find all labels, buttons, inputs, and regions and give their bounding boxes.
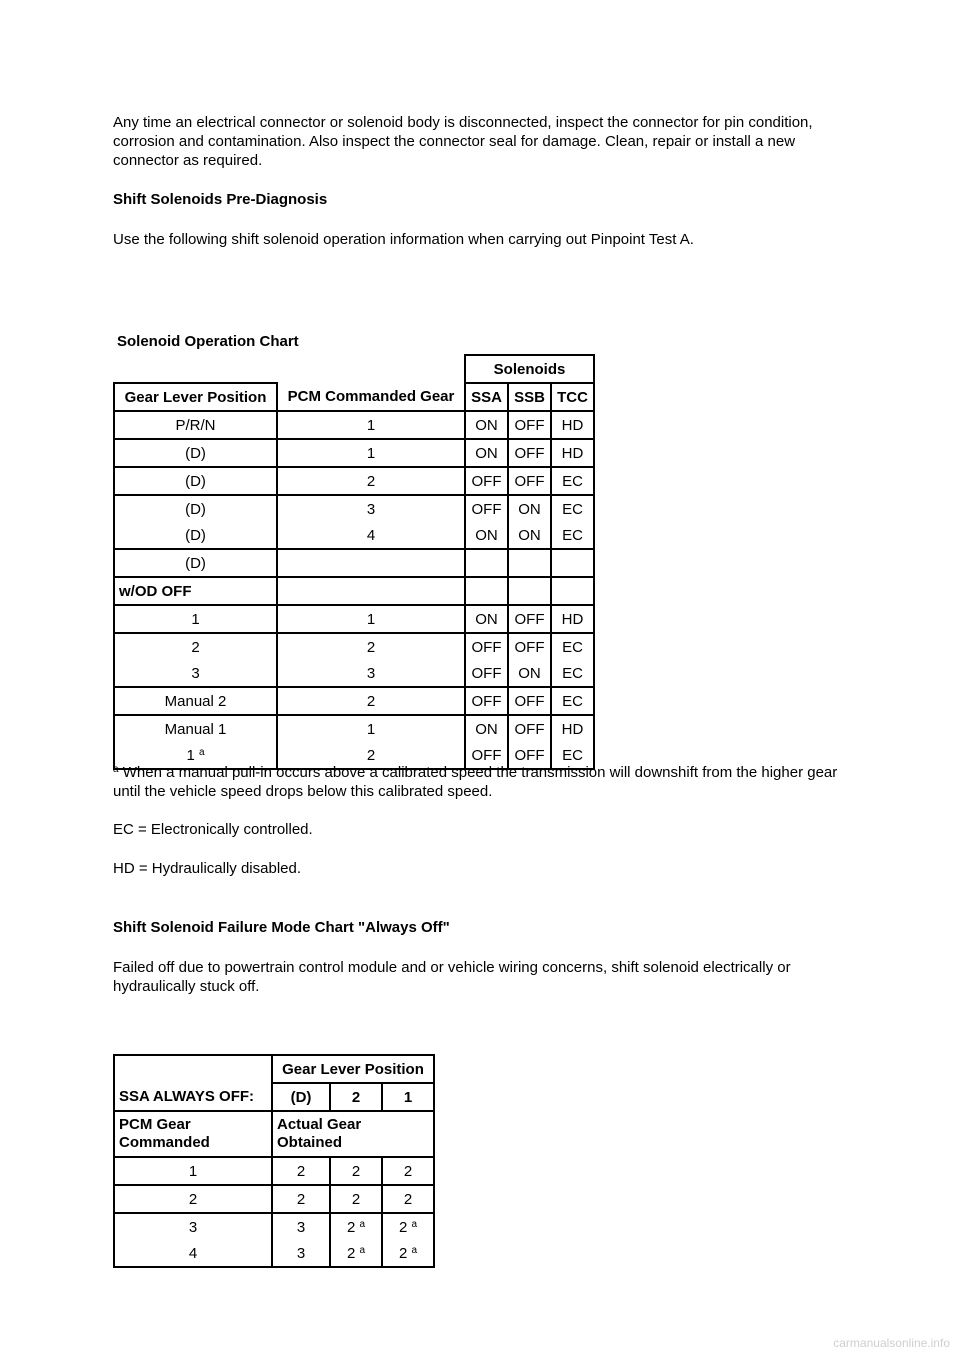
col-pcm-gear: PCM Commanded Gear [277,383,465,411]
table-row: 3 3 OFF ON EC [114,660,594,687]
table-row: 2 2 OFF OFF EC [114,633,594,660]
table-row: 4 3 2 $^a$ 2 $^a$ [114,1240,434,1267]
failure-mode-chart [113,1054,435,1268]
table-row: (D) 3 OFF ON EC [114,495,594,522]
gear-lever-position-header: Gear Lever Position [272,1055,434,1083]
pcm-gear-commanded: PCM Gear Commanded [114,1111,272,1157]
watermark: carmanualsonline.info [833,1336,950,1350]
intro-paragraph: Any time an electrical connector or solenoid body is disconnected, inspect the connector for pin condition, corrosion and contamination. Also inspect the connector seal for damage. Clean, repair or install a new connector as required. [113,114,813,169]
table-row: 3 3 2 $^a$ 2 $^a$ [114,1213,434,1240]
od-off-label: w/OD OFF [114,577,277,605]
table-row: 2 2 2 2 [114,1185,434,1213]
table-row: (D) 4 ON ON EC [114,522,594,549]
heading-failure-mode: Shift Solenoid Failure Mode Chart "Always Off" [113,919,450,936]
heading-pre-diagnosis: Shift Solenoids Pre-Diagnosis [113,191,328,208]
chart-footnote: $^a$ When a manual pull-in occurs above a calibrated speed the transmission will downshift from the higher gear until the vehicle speed drops below this calibrated speed. [113,764,838,800]
table-row [114,383,594,411]
failure-paragraph: Failed off due to powertrain control module and or vehicle wiring concerns, shift solenoid electrically or hydraulically stuck off. [113,959,791,995]
col-gear-lever: Gear Lever Position [114,383,277,411]
table-row: Manual 1 1 ON OFF HD [114,715,594,742]
table-row [114,355,594,383]
table-row: (D) 1 ON OFF HD [114,439,594,467]
table-row: 1 1 ON OFF HD [114,605,594,633]
footnote-mark: a [198,746,205,758]
table-row: 1 $^a$ 2 OFF OFF EC [114,742,594,769]
col-ssb: SSB [508,383,551,411]
table-row: (D) [114,549,594,577]
table-row: Manual 2 2 OFF OFF EC [114,687,594,715]
table-row [114,577,594,605]
ec-note: EC = Electronically controlled. [113,821,313,838]
solenoid-operation-chart [113,354,595,770]
table-row: (D) 2 OFF OFF EC [114,467,594,495]
chart-caption: Solenoid Operation Chart [117,333,299,350]
table-row: SSA ALWAYS OFF: (D) 2 1 [114,1083,434,1111]
ssa-always-off-label: SSA ALWAYS OFF: [114,1083,272,1111]
col-tcc: TCC [551,383,594,411]
instruction-paragraph: Use the following shift solenoid operation information when carrying out Pinpoint Test A. [113,231,694,248]
solenoids-header: Solenoids [465,355,594,383]
col-ssa: SSA [465,383,508,411]
actual-gear-obtained: Actual Gear Obtained [272,1111,434,1157]
table-row: P/R/N 1 ON OFF HD [114,411,594,439]
table-row [114,1055,434,1083]
table-row: 1 2 2 2 [114,1157,434,1185]
table-row [114,1111,434,1157]
hd-note: HD = Hydraulically disabled. [113,860,301,877]
